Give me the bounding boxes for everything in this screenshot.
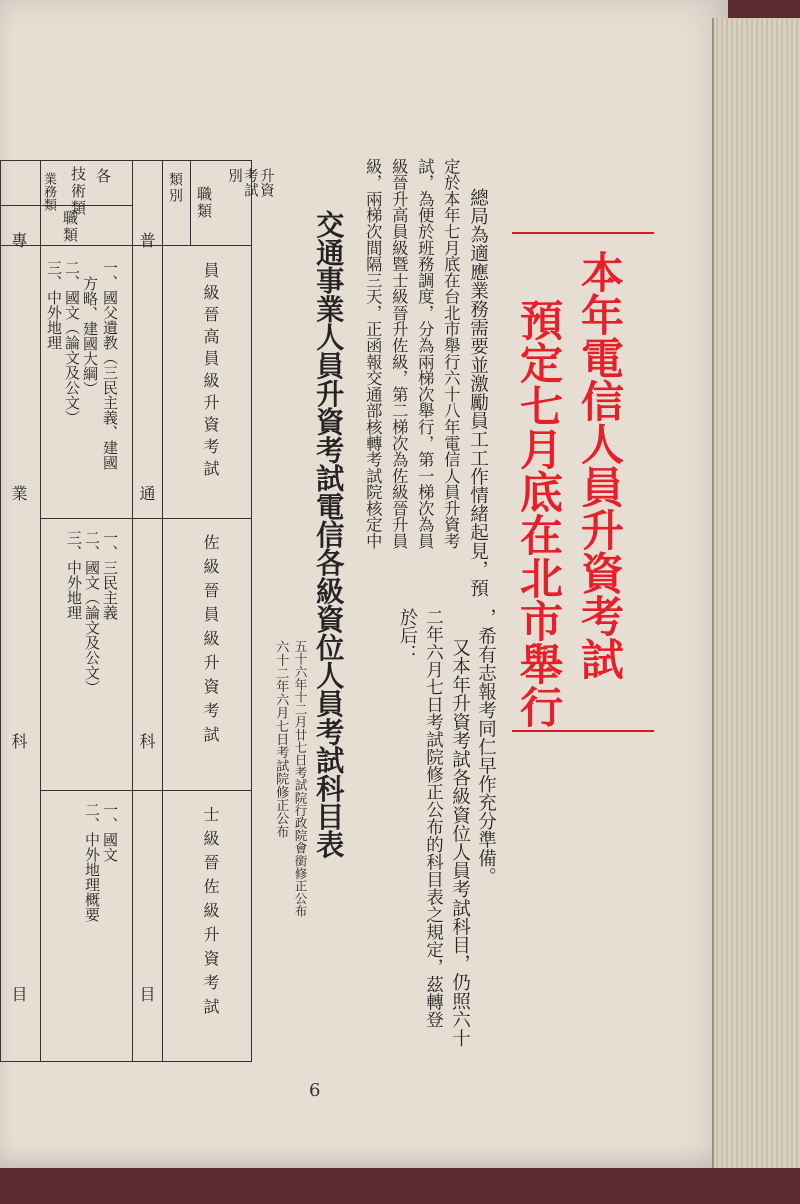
- subject-2-2: 二、國文（論文及公文）: [83, 530, 101, 695]
- note-line-2: 六十二年六月七日考試院修正公布: [273, 640, 289, 838]
- col-line-3: [162, 160, 163, 1062]
- specialty-label-4: 目: [9, 986, 28, 1002]
- specialty-label-3: 科: [9, 733, 28, 749]
- subject-1-1: 一、國父遺教（三民主義、建國: [101, 260, 119, 470]
- exam-col-3: 士級晉佐級升資考試: [201, 806, 220, 1022]
- body-col-6: ，希有志報考同仁早作充分準備。: [475, 608, 497, 886]
- body-col-4: 級晉升高員級暨士級晉升佐級，第二梯次為佐級晉升員: [389, 158, 409, 549]
- subject-1-3: 二、國文（論文及公文）: [63, 260, 81, 425]
- page-number: 6: [309, 1080, 321, 1101]
- page-edges: [712, 18, 800, 1188]
- subject-3-2: 二、中外地理概要: [83, 802, 101, 922]
- row-line-1: [40, 518, 252, 519]
- book-binding: [0, 1168, 800, 1204]
- specialty-label-2: 業: [9, 485, 28, 501]
- header-line: [0, 245, 252, 246]
- general-label-3: 科: [137, 733, 156, 749]
- subject-1-4: 三、中外地理: [45, 260, 63, 350]
- header-exam-type: 升資考試別: [225, 168, 274, 197]
- headline-rule-top: [512, 232, 654, 234]
- headline-line-2: 預定七月底在北市舉行: [513, 298, 563, 728]
- body-col-7: 又本年升資考試各級資位人員考試科目，仍照六十: [449, 638, 471, 1048]
- body-col-3: 試，為便於班務調度，分為兩梯次舉行，第一梯次為員: [415, 158, 435, 549]
- body-col-5: 級，兩梯次間隔三天，正函報交通部核轉考試院核定中: [363, 158, 383, 549]
- header-business: 業務類: [41, 172, 56, 211]
- headline-line-1: 本年電信人員升資考試: [574, 250, 624, 680]
- header-tech: 技術類: [69, 166, 87, 217]
- header-each: 各: [94, 168, 112, 183]
- note-line-1: 五十六年十二月廿七日考試院行政院會銜修正公布: [292, 640, 308, 918]
- row-line-2: [40, 790, 252, 791]
- subject-1-2: 方略、建國大綱）: [81, 276, 99, 396]
- header-line-tech: [0, 205, 132, 206]
- col-line-4: [190, 160, 191, 245]
- specialty-label-1: 專: [9, 232, 28, 248]
- general-label-1: 普: [137, 232, 156, 248]
- general-label-2: 通: [137, 485, 156, 501]
- subject-3-1: 一、國文: [101, 802, 119, 862]
- col-line-1: [40, 160, 41, 1062]
- general-label-4: 目: [137, 986, 156, 1002]
- body-col-8: 二年六月七日考試院修正公布的科目表之規定，茲轉登: [423, 608, 444, 1028]
- header-grade-left: 職類: [61, 210, 79, 244]
- subject-2-3: 三、中外地理: [65, 530, 83, 620]
- body-col-9: 於后：: [397, 608, 418, 662]
- table-title: 交通事業人員升資考試電信各級資位人員考試科目表: [312, 210, 346, 859]
- subject-2-1: 一、三民主義: [101, 530, 119, 620]
- exam-col-2: 佐級晉員級升資考試: [201, 534, 220, 750]
- header-grade: 職類: [195, 186, 213, 220]
- headline-rule-bottom: [512, 730, 654, 732]
- exam-col-1: 員級晉高員級升資考試: [201, 262, 220, 482]
- header-category: 類別: [167, 172, 183, 204]
- body-col-2: 定於本年七月底在台北市舉行六十八年電信人員升資考: [441, 158, 461, 549]
- col-line-2: [132, 160, 133, 1062]
- body-col-1: 總局為適應業務需要並激勵員工工作情緒起見，預: [467, 188, 489, 598]
